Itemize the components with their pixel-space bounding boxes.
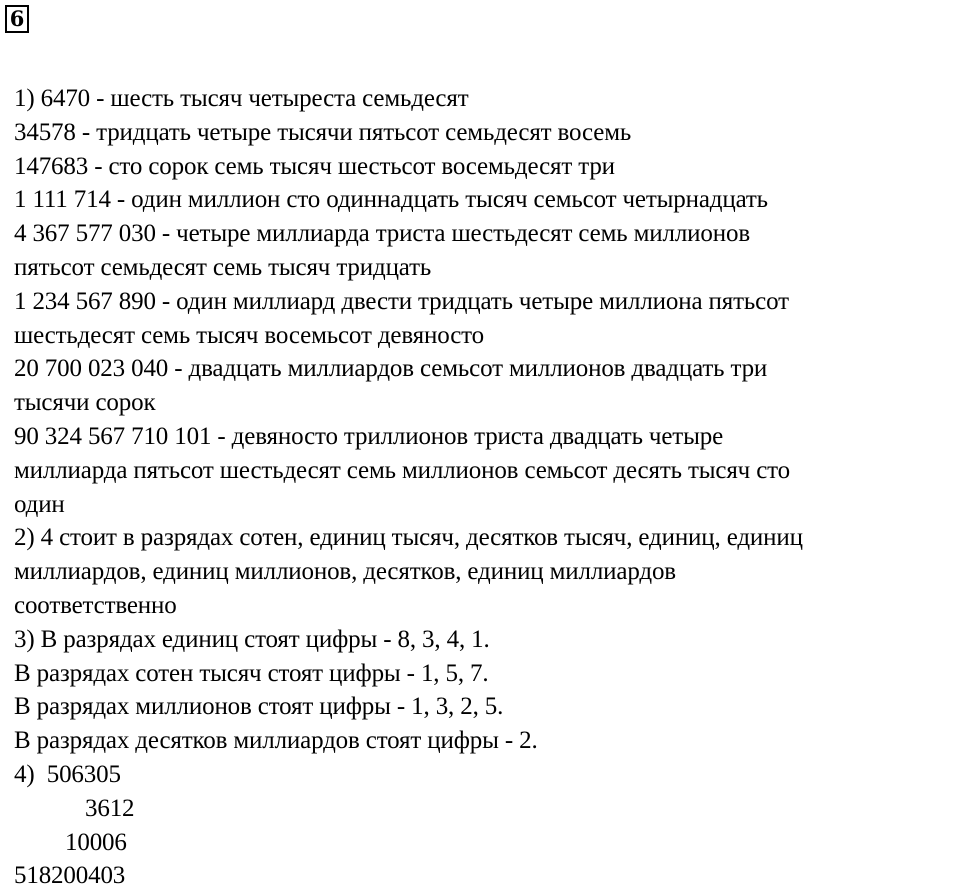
text-line: 1) 6470 - шесть тысяч четыреста семьдесят	[14, 85, 469, 112]
text-line: В разрядах миллионов стоят цифры - 1, 3, 2, 5.	[14, 693, 504, 721]
calc-result-row	[14, 859, 960, 893]
text-line: 20 700 023 040 - двадцать миллиардов семьсот миллионов двадцать три	[14, 355, 768, 383]
text-line: 90 324 567 710 101 - девяносто триллионов триста двадцать четыре	[14, 422, 724, 450]
calc-result: 518200403	[14, 862, 126, 890]
task-number-badge: 6	[5, 5, 29, 33]
text-line: миллиардов, единиц миллионов, десятков, единиц миллиардов	[14, 558, 676, 586]
text-line: один	[14, 490, 65, 518]
calc-operand: 10006	[65, 828, 127, 856]
text-line: 1 111 714 - один миллион сто одиннадцать тысяч семьсот четырнадцать	[14, 186, 768, 214]
text-line: 1 234 567 890 - один миллиард двести тридцать четыре миллиона пятьсот	[14, 287, 789, 315]
text-line: 3) В разрядах единиц стоят цифры - 8, 3, 4, 1.	[14, 625, 490, 653]
text-line: 34578 - тридцать четыре тысячи пятьсот семьдесят восемь	[14, 118, 632, 146]
calc-first-row	[14, 758, 960, 792]
answer-text	[14, 82, 960, 893]
text-line: соответственно	[14, 591, 177, 619]
text-line: 147683 - сто сорок семь тысяч шестьсот восемьдесят три	[14, 152, 615, 180]
calc-label: 4)	[14, 760, 35, 788]
addition-calculation	[14, 758, 960, 893]
text-line: шестьдесят семь тысяч восемьсот девяносто	[14, 321, 484, 349]
calc-operand: 506305	[46, 760, 121, 788]
text-line: тысячи сорок	[14, 389, 156, 417]
text-line: 4 367 577 030 - четыре миллиарда триста шестьдесят семь миллионов	[14, 220, 750, 248]
text-line: 2) 4 стоит в разрядах сотен, единиц тысяч, десятков тысяч, единиц, единиц	[14, 524, 803, 552]
calc-row	[14, 826, 960, 860]
calc-row	[14, 792, 960, 826]
calc-operand: 3612	[85, 794, 135, 822]
text-line: пятьсот семьдесят семь тысяч тридцать	[14, 253, 432, 281]
text-line: В разрядах десятков миллиардов стоят цифры - 2.	[14, 727, 538, 755]
text-line: миллиарда пятьсот шестьдесят семь миллионов семьсот десять тысяч сто	[14, 456, 790, 484]
text-line: В разрядах сотен тысяч стоят цифры - 1, 5, 7.	[14, 659, 489, 687]
